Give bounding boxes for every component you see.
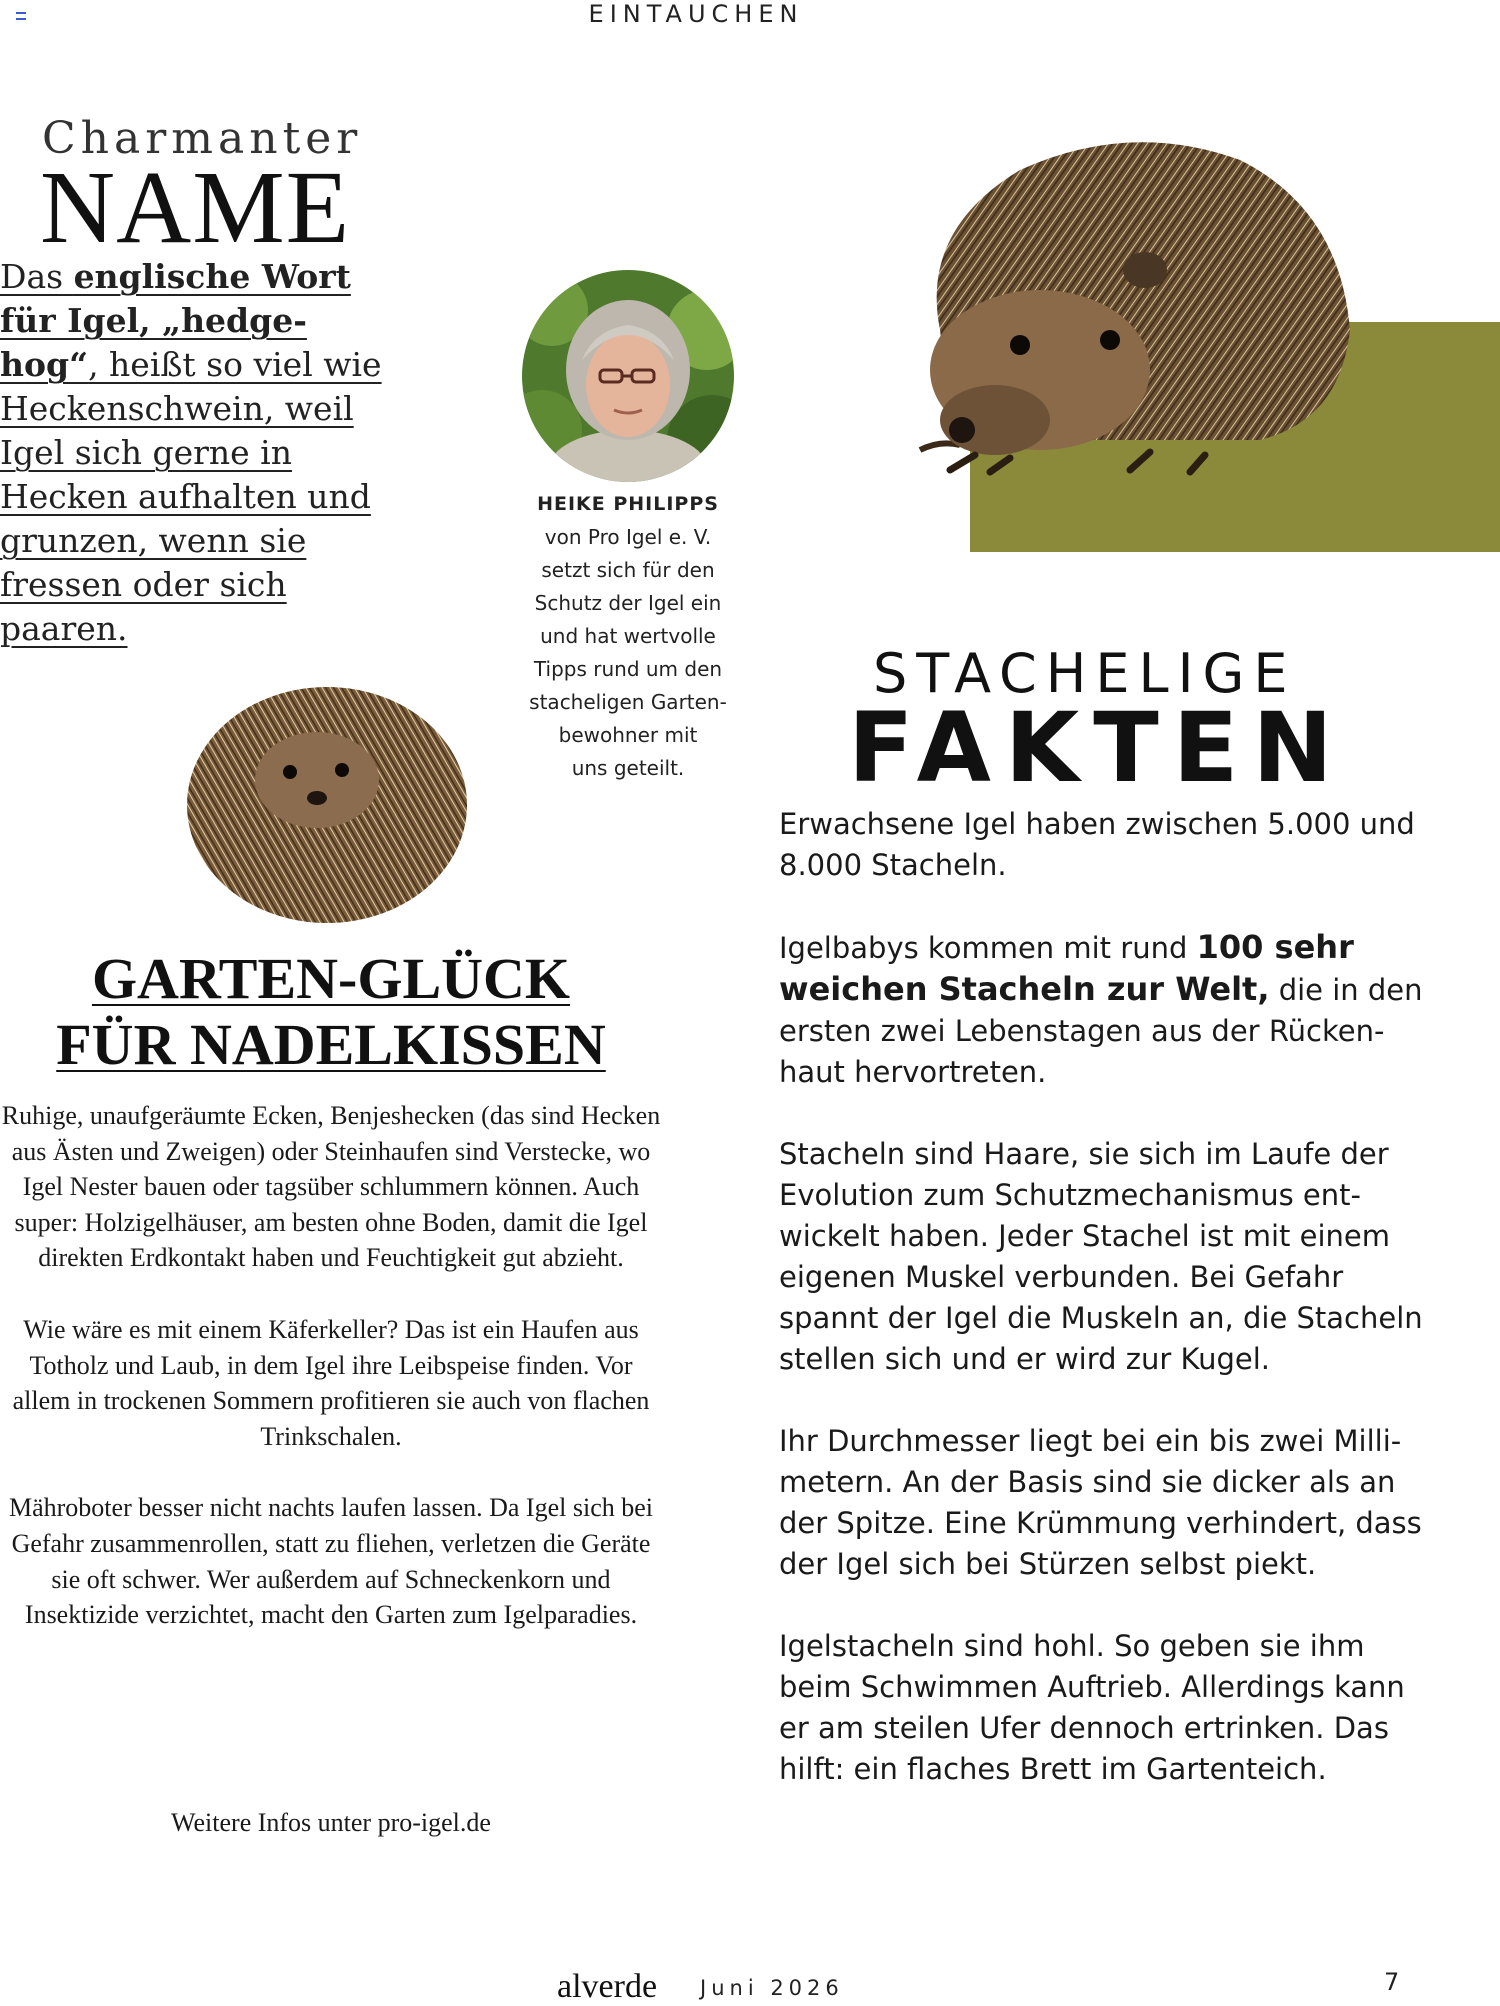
garden-title-line-1: GARTEN-GLÜCK — [91, 946, 571, 1011]
name-title: NAME — [40, 150, 351, 265]
section-label: EINTAUCHEN — [588, 0, 804, 28]
hedgehog-photo-large — [880, 120, 1360, 490]
garden-body — [0, 1098, 662, 1669]
garden-info-link: Weitere Infos unter pro-igel.de — [171, 1808, 491, 1837]
expert-name: HEIKE PHILIPPS — [537, 493, 719, 515]
expert-text: von Pro Igel e. V. setzt sich für den Schutz der Igel ein und hat wertvolle Tipps rund um den stacheligen Garten- bewohner mit uns geteilt. — [529, 525, 727, 780]
footer-date: Juni 2026 — [700, 1976, 844, 2000]
name-text — [0, 255, 400, 651]
fact-2-bold: 100 sehr weichen Stacheln zur Welt, — [779, 928, 1354, 1008]
name-text-rest: , heißt so viel wie Heckenschwein, weil Igel sich gerne in Hecken aufhalten und grunzen, wenn sie fressen oder sich paaren. — [0, 345, 382, 648]
facts-kicker: STACHELIGE — [873, 642, 1297, 705]
facts-column — [779, 804, 1439, 1831]
fact-2 — [779, 927, 1439, 1093]
name-text-bold-2: für Igel, „hedge- — [0, 301, 307, 340]
garden-title-line-2: FÜR NADELKISSEN — [56, 1012, 606, 1077]
garden-paragraph-1: Ruhige, unaufgeräumte Ecken, Benjeshecken (das sind Hecken aus Ästen und Zweigen) oder Steinhaufen sind Verstecke, wo Igel Nester bauen oder tagsüber schlummern können. Auch super: Holzigelhäuser, am besten ohne Boden, damit die Igel direkten Erdkontakt haben und Feuchtigkeit gut abzieht. — [1, 1101, 661, 1273]
name-text-bold-1: englische Wort — [73, 257, 351, 296]
garden-title — [0, 946, 662, 1078]
fact-5: Igelstacheln sind hohl. So geben sie ihm beim Schwimmen Auftrieb. Allerdings kann er am steilen Ufer dennoch ertrinken. Das hilft: ein flaches Brett im Gartenteich. — [779, 1629, 1405, 1786]
footer-brand: alverde — [557, 1968, 658, 2005]
garden-paragraph-3: Mähroboter besser nicht nachts laufen lassen. Da Igel sich bei Gefahr zusammenrollen, statt zu fliehen, verletzen die Geräte sie oft schwer. Wer außerdem auf Schneckenkorn und Insektizide verzichtet, macht den Garten zum Igelparadies. — [8, 1493, 653, 1630]
hedgehog-photo-round — [182, 670, 472, 925]
facts-title: FAKTEN — [848, 692, 1347, 804]
name-kicker: Charmanter — [42, 113, 363, 164]
page-number: 7 — [1384, 1968, 1400, 1996]
fact-2-lead: Igelbabys kommen mit rund — [779, 931, 1197, 965]
garden-paragraph-2: Wie wäre es mit einem Käferkeller? Das ist ein Haufen aus Totholz und Laub, in dem Igel ihre Leibspeise finden. Vor allem in trockenen Sommern profitieren sie auch von flachen Trinkschalen. — [12, 1314, 650, 1451]
fact-4: Ihr Durchmesser liegt bei ein bis zwei Millimetern. An der Basis sind sie dicker als an der Spitze. Eine Krümmung verhindert, dass der Igel sich bei Stürzen selbst piekt. — [779, 1424, 1422, 1581]
name-text-bold-3: hog“ — [0, 345, 89, 384]
expert-caption — [500, 488, 756, 785]
fact-1: Erwachsene Igel haben zwischen 5.000 und 8.000 Stacheln. — [779, 807, 1415, 882]
expert-portrait — [522, 270, 734, 482]
name-text-lead: Das — [0, 257, 74, 296]
fact-2-rest: die in den ersten zwei Lebenstagen aus der Rückenhaut hervortreten. — [779, 973, 1423, 1089]
fact-3: Stacheln sind Haare, sie sich im Laufe der Evolution zum Schutzmechanismus entwickelt haben. Jeder Stachel ist mit einem eigenen Muskel verbunden. Bei Gefahr spannt der Igel die Muskeln an, die Stacheln stellen sich und er wird zur Kugel. — [779, 1137, 1423, 1376]
